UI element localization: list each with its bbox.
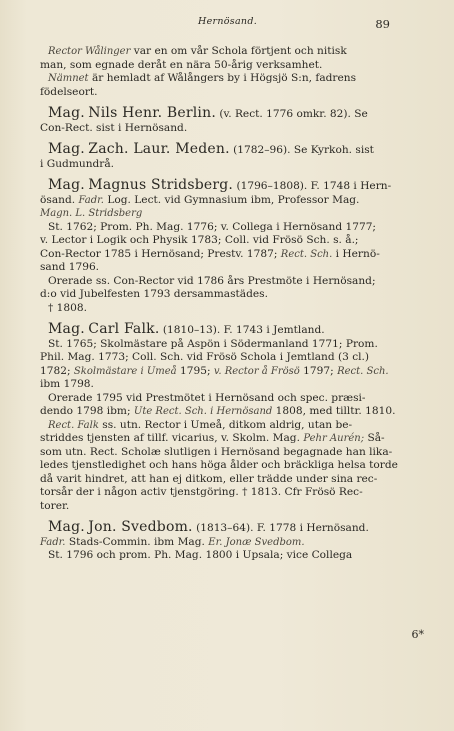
- title-text: Mag.: [48, 141, 85, 157]
- text-line: Magn. L. Stridsberg: [40, 208, 143, 219]
- text: (1813–64). F. 1778 i Hernösand.: [196, 522, 369, 534]
- text-line: [40, 45, 423, 59]
- entry-stridsberg: [40, 179, 423, 315]
- text-line: [40, 365, 423, 379]
- text: är hemladt af Wålångers by i Högsjö S:n, fadrens: [88, 72, 357, 84]
- text-line: ibm 1798.: [40, 378, 94, 390]
- signature-mark: 6*: [411, 628, 424, 641]
- text: Con-Rector 1785 i Hernösand; Prestv. 1787;: [40, 247, 281, 260]
- text-line: [40, 194, 423, 208]
- text-line: [40, 248, 423, 262]
- title-text: Mag.: [48, 321, 85, 337]
- person-name: Magnus Stridsberg.: [88, 177, 234, 193]
- italic-text: Fadr.: [40, 536, 66, 548]
- text-line: [40, 432, 423, 446]
- person-name: Jon. Svedbom.: [88, 519, 193, 535]
- entry-svedbom: [40, 521, 423, 563]
- text: striddes tjensten af tillf. vicarius, v. Skolm. Mag.: [40, 432, 304, 444]
- entry-heading: [40, 143, 423, 158]
- italic-text: Ute Rect. Sch. i Hernösand: [133, 406, 273, 417]
- title-text: Mag.: [48, 519, 85, 535]
- text-line: d:o vid Jubelfesten 1793 dersammastädes.: [40, 288, 268, 300]
- text: 1782;: [40, 364, 74, 377]
- person-name: Zach. Laur. Meden.: [88, 141, 230, 157]
- text-line: Con-Rect. sist i Hernösand.: [40, 121, 188, 134]
- entry-berlin: [40, 107, 423, 135]
- text-line: i Gudmundrå.: [40, 157, 115, 170]
- text-line: [40, 405, 423, 419]
- text-line: sand 1796.: [40, 261, 100, 273]
- text-line: v. Lector i Logik och Physik 1783; Coll. vid Frösö Sch. s. å.;: [40, 234, 359, 246]
- italic-text: Rect. Sch.: [280, 248, 333, 260]
- text: i Hernö-: [332, 247, 380, 260]
- italic-text: Nämnet: [48, 73, 89, 84]
- text-line: Orerade ss. Con-Rector vid 1786 års Prestmöte i Hernösand;: [48, 274, 376, 287]
- text-line: födelseort.: [40, 85, 98, 98]
- person-name: Nils Henr. Berlin.: [88, 105, 216, 121]
- text: Log. Lect. vid Gymnasium ibm, Professor Mag.: [103, 193, 360, 206]
- text: 1808, med tilltr. 1810.: [272, 405, 396, 417]
- text: 1795;: [176, 364, 214, 377]
- italic-text: Rect. Falk: [48, 419, 99, 431]
- italic-text: Er. Jonæ Svedbom.: [208, 536, 305, 548]
- text-line: [40, 419, 423, 433]
- intro-paragraph: [40, 45, 423, 99]
- text-line: [40, 72, 423, 86]
- text: (v. Rect. 1776 omkr. 82). Se: [219, 108, 368, 120]
- entry-heading: [40, 521, 423, 536]
- page-body: [40, 45, 423, 568]
- text: dendo 1798 ibm;: [40, 405, 134, 417]
- person-name: Carl Falk.: [88, 321, 160, 337]
- text-line: Orerade 1795 vid Prestmötet i Hernösand och spec. præsi-: [48, 391, 366, 404]
- entry-heading: [40, 107, 423, 122]
- text-line: torer.: [40, 499, 70, 512]
- text: 1797;: [299, 364, 338, 377]
- text: Så-: [364, 432, 385, 444]
- italic-text: Skolmästare i Umeå: [73, 365, 177, 377]
- italic-text: Fadr.: [78, 194, 104, 206]
- page-header: [0, 14, 454, 34]
- text-line: St. 1765; Skolmästare på Aspön i Södermanland 1771; Prom.: [48, 337, 378, 350]
- text: Stads-Commin. ibm Mag.: [65, 535, 209, 548]
- entry-heading: [40, 179, 423, 194]
- italic-text: Pehr Aurén;: [303, 433, 365, 444]
- entry-falk: [40, 323, 423, 513]
- text-line: då varit hindret, att han ej ditkom, eller trädde under sina rec-: [40, 472, 378, 485]
- italic-text: Rect. Sch.: [337, 365, 389, 377]
- title-text: Mag.: [48, 105, 85, 121]
- text-line: [40, 536, 423, 550]
- running-head: Hernösand.: [198, 16, 258, 27]
- text-line: St. 1796 och prom. Ph. Mag. 1800 i Upsala; vice Collega: [48, 549, 353, 561]
- text: (1782–96). Se Kyrkoh. sist: [233, 144, 374, 156]
- title-text: Mag.: [48, 177, 85, 193]
- text-line: † 1808.: [48, 301, 87, 314]
- text: (1810–13). F. 1743 i Jemtland.: [162, 324, 325, 336]
- italic-text: v. Rector å Frösö: [213, 365, 300, 377]
- text-line: ledes tjenstledighet och hans höga ålder och bräckliga helsa torde: [40, 459, 398, 471]
- text-line: St. 1762; Prom. Ph. Mag. 1776; v. Collega i Hernösand 1777;: [48, 220, 376, 233]
- text-line: torsår der i någon activ tjenstgöring. † 1813. Cfr Frösö Rec-: [40, 486, 363, 498]
- text-line: man, som egnade deråt en nära 50-årig verksamhet.: [40, 58, 323, 71]
- entry-heading: [40, 323, 423, 338]
- page-number: 89: [375, 17, 390, 31]
- text-line: som utn. Rect. Scholæ slutligen i Hernösand begagnade han lika-: [40, 445, 393, 458]
- text: ss. utn. Rector i Umeå, ditkom aldrig, utan be-: [98, 418, 353, 431]
- text-line: Phil. Mag. 1773; Coll. Sch. vid Frösö Schola i Jemtland (3 cl.): [40, 351, 370, 363]
- text: (1796–1808). F. 1748 i Hern-: [236, 180, 392, 192]
- text: ösand.: [40, 193, 79, 206]
- entry-meden: [40, 143, 423, 171]
- italic-text: Rector Wålinger: [48, 46, 131, 57]
- text: var en om vår Schola förtjent och nitisk: [130, 45, 347, 57]
